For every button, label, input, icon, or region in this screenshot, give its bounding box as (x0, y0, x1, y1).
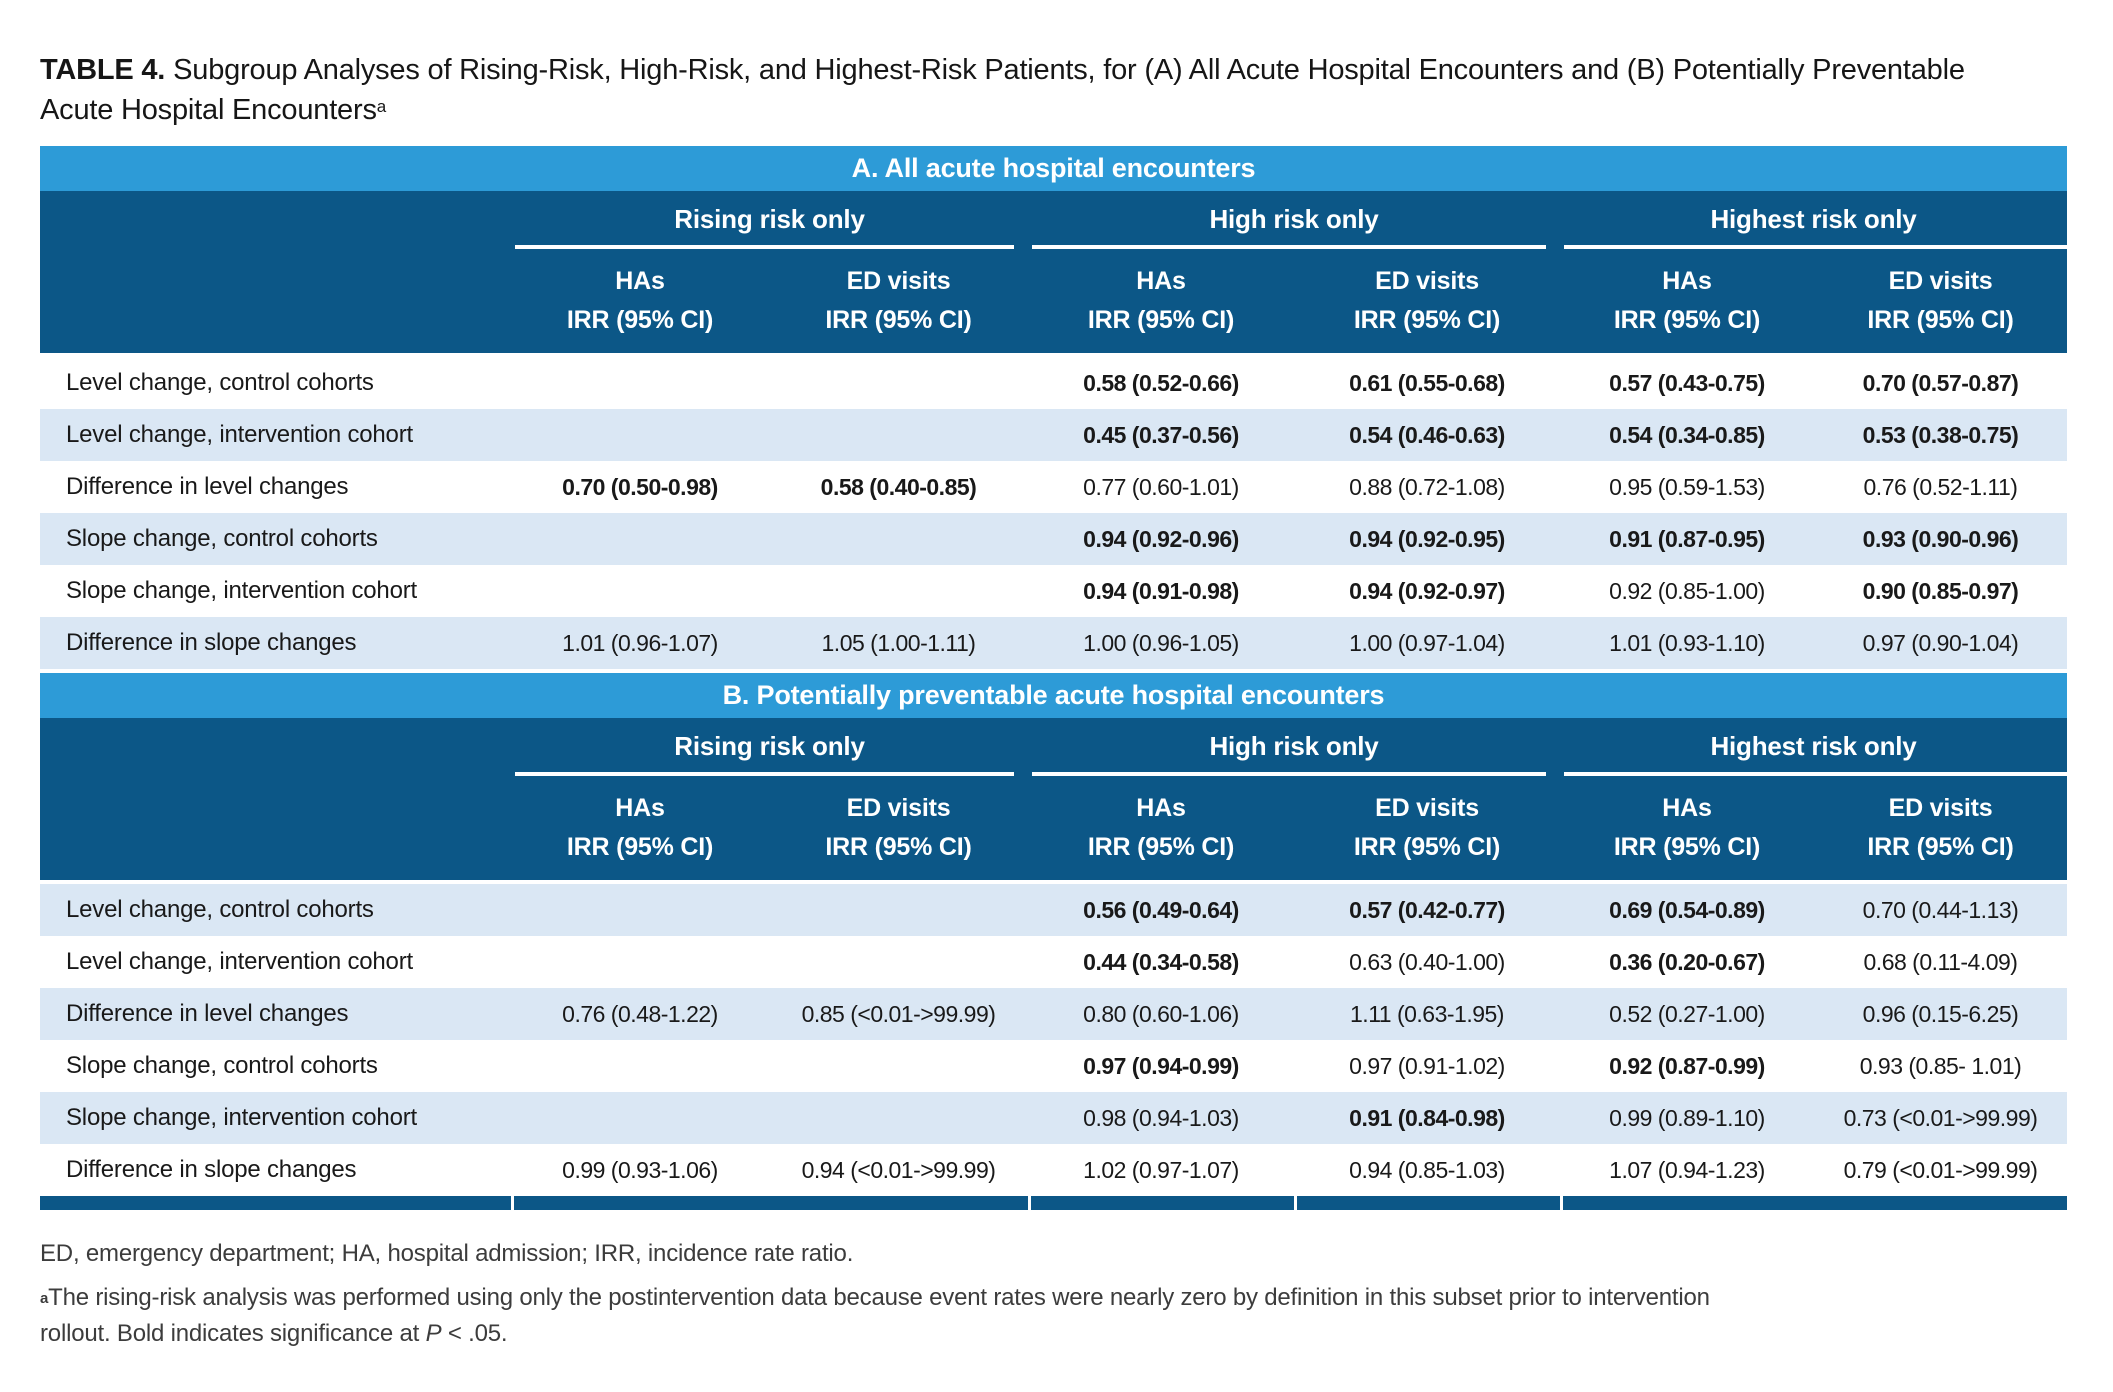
column-header-irr-ci-label: IRR (95% CI) (825, 306, 972, 334)
panel-a-header-bar: A. All acute hospital encounters (40, 146, 2067, 191)
column-header-ed-visits (769, 776, 1028, 880)
column-header-has (511, 776, 769, 880)
row-label: Difference in slope changes (66, 1156, 357, 1183)
row-label: Difference in slope changes (66, 629, 357, 656)
bottom-rule-segment (1563, 1196, 2067, 1210)
data-cell: 0.45 (0.37-0.56) (1083, 421, 1239, 448)
data-cell: 0.94 (0.92-0.96) (1083, 525, 1239, 552)
data-cell: 0.53 (0.38-0.75) (1862, 421, 2019, 448)
data-cell: 0.93 (0.85- 1.01) (1859, 1052, 2022, 1079)
sub-header-spacer (40, 249, 511, 353)
row-label: Level change, intervention cohort (66, 421, 413, 448)
data-cell: 0.80 (0.60-1.06) (1083, 1000, 1239, 1027)
data-cell: 0.52 (0.27-1.00) (1609, 1000, 1765, 1027)
data-cell: 0.70 (0.44-1.13) (1862, 896, 2019, 923)
footnote-a-line1 (40, 1280, 2067, 1316)
data-cell: 1.00 (0.97-1.04) (1349, 629, 1505, 656)
data-cell: 0.57 (0.43-0.75) (1609, 369, 1765, 396)
table-title-text-2: Acute Hospital Encounters (40, 94, 377, 126)
row-label: Level change, control cohorts (66, 369, 374, 396)
column-header-ed-visits (1294, 249, 1560, 353)
table-row (40, 617, 2067, 669)
table-title-line1 (40, 50, 2067, 90)
column-headers-b (40, 718, 2067, 880)
column-headers-a (40, 191, 2067, 353)
data-cell: 0.91 (0.87-0.95) (1609, 525, 1765, 552)
column-header-measure-label: ED visits (1888, 794, 1993, 822)
data-cell: 0.94 (0.92-0.97) (1349, 577, 1505, 604)
column-header-measure-label: HAs (1136, 794, 1186, 822)
data-cell: 0.97 (0.90-1.04) (1862, 629, 2019, 656)
column-group-row (40, 191, 2067, 249)
row-label: Slope change, intervention cohort (66, 577, 417, 604)
column-header-ed-visits (769, 249, 1028, 353)
footnote-a-text-2: rollout. Bold indicates significance at (40, 1320, 426, 1347)
table-row (40, 988, 2067, 1040)
footnote-a (40, 1280, 2067, 1352)
data-cell: 0.93 (0.90-0.96) (1862, 525, 2019, 552)
column-header-measure-label: HAs (615, 794, 665, 822)
column-header-irr-ci-label: IRR (95% CI) (566, 306, 714, 334)
data-cell: 0.44 (0.34-0.58) (1083, 948, 1239, 975)
row-label: Slope change, control cohorts (66, 1052, 378, 1079)
column-header-ed-visits (1294, 776, 1560, 880)
row-label: Level change, intervention cohort (66, 948, 413, 975)
data-cell: 0.90 (0.85-0.97) (1862, 577, 2019, 604)
table-row (40, 565, 2067, 617)
data-cell: 0.97 (0.91-1.02) (1349, 1052, 1505, 1079)
column-header-irr-ci-label: IRR (95% CI) (1613, 306, 1761, 334)
data-cell: 0.99 (0.89-1.10) (1609, 1104, 1765, 1131)
bottom-rule-segment (1297, 1196, 1560, 1210)
data-cell: 0.61 (0.55-0.68) (1349, 369, 1505, 396)
table-number-label: TABLE 4. (40, 54, 166, 86)
column-header-irr-ci-label: IRR (95% CI) (1867, 306, 2014, 334)
column-group-high-risk-only: High risk only (1028, 718, 1560, 776)
footnote-a-line2 (40, 1316, 2067, 1352)
column-header-has (1028, 776, 1294, 880)
data-cell: 1.01 (0.93-1.10) (1609, 629, 1765, 656)
panel-b-header-bar: B. Potentially preventable acute hospital encounters (40, 673, 2067, 718)
bottom-rule-segment (40, 1196, 511, 1210)
data-cell: 0.58 (0.40-0.85) (820, 473, 977, 500)
data-cell: 1.05 (1.00-1.11) (821, 629, 976, 656)
column-group-row (40, 718, 2067, 776)
column-header-irr-ci-label: IRR (95% CI) (1353, 833, 1501, 861)
data-cell: 1.01 (0.96-1.07) (562, 629, 718, 656)
row-label-column-spacer (40, 718, 511, 776)
data-cell: 0.94 (<0.01->99.99) (801, 1156, 996, 1183)
footnote-a-text-3: < .05. (441, 1320, 508, 1347)
column-header-has (1028, 249, 1294, 353)
data-cell: 0.76 (0.52-1.11) (1863, 473, 2018, 500)
column-header-measure-label: HAs (1662, 267, 1712, 295)
subgroup-analyses-table (40, 146, 2067, 1210)
data-cell: 0.92 (0.85-1.00) (1609, 577, 1765, 604)
row-label: Difference in level changes (66, 473, 349, 500)
data-cell: 0.85 (<0.01->99.99) (801, 1000, 996, 1027)
column-header-irr-ci-label: IRR (95% CI) (1353, 306, 1501, 334)
column-header-measure-label: ED visits (1375, 794, 1479, 822)
table-row (40, 461, 2067, 513)
data-cell: 0.57 (0.42-0.77) (1349, 896, 1505, 923)
data-cell: 1.07 (0.94-1.23) (1609, 1156, 1765, 1183)
data-cell: 0.56 (0.49-0.64) (1083, 896, 1239, 923)
column-header-measure-label: ED visits (1888, 267, 1993, 295)
table-title-text: Subgroup Analyses of Rising-Risk, High-Risk, and Highest-Risk Patients, for (A) All Acute Hospital Encounters and (B) Potentially Preventable (173, 54, 1965, 86)
table-row (40, 1040, 2067, 1092)
bottom-rule-segment (514, 1196, 1028, 1210)
data-cell: 0.95 (0.59-1.53) (1609, 473, 1765, 500)
data-cell: 0.70 (0.50-0.98) (562, 473, 718, 500)
row-label: Difference in level changes (66, 1000, 349, 1027)
column-subheader-row (40, 776, 2067, 880)
data-cell: 1.02 (0.97-1.07) (1083, 1156, 1239, 1183)
panel-a (40, 146, 2067, 669)
table-row (40, 936, 2067, 988)
column-header-has (1560, 249, 1814, 353)
data-cell: 0.96 (0.15-6.25) (1862, 1000, 2019, 1027)
column-header-irr-ci-label: IRR (95% CI) (1613, 833, 1761, 861)
data-cell: 0.36 (0.20-0.67) (1609, 948, 1765, 975)
column-header-irr-ci-label: IRR (95% CI) (566, 833, 714, 861)
footnote-a-text: The rising-risk analysis was performed using only the postintervention data because event rates were nearly zero by definition in this subset prior to intervention (48, 1284, 1710, 1311)
column-group-highest-risk-only: Highest risk only (1560, 718, 2067, 776)
column-header-measure-label: HAs (615, 267, 665, 295)
row-label: Level change, control cohorts (66, 896, 374, 923)
data-cell: 0.77 (0.60-1.01) (1083, 473, 1239, 500)
data-cell: 0.63 (0.40-1.00) (1349, 948, 1505, 975)
bottom-rule-segment (1031, 1196, 1294, 1210)
column-header-irr-ci-label: IRR (95% CI) (1867, 833, 2014, 861)
footnote-a-pvalue-symbol: P (425, 1320, 442, 1347)
column-header-irr-ci-label: IRR (95% CI) (825, 833, 972, 861)
data-cell: 0.94 (0.91-0.98) (1083, 577, 1239, 604)
column-group-rising-risk-only: Rising risk only (511, 718, 1028, 776)
column-group-highest-risk-only: Highest risk only (1560, 191, 2067, 249)
data-cell: 0.70 (0.57-0.87) (1862, 369, 2019, 396)
data-cell: 0.92 (0.87-0.99) (1609, 1052, 1765, 1079)
data-cell: 1.11 (0.63-1.95) (1350, 1000, 1504, 1027)
sub-header-spacer (40, 776, 511, 880)
data-cell: 0.94 (0.92-0.95) (1349, 525, 1505, 552)
table-row (40, 513, 2067, 565)
data-cell: 0.54 (0.46-0.63) (1349, 421, 1505, 448)
data-cell: 0.73 (<0.01->99.99) (1843, 1104, 2038, 1131)
column-header-ed-visits (1814, 249, 2067, 353)
data-cell: 0.79 (<0.01->99.99) (1843, 1156, 2038, 1183)
data-cell: 0.88 (0.72-1.08) (1349, 473, 1505, 500)
column-header-irr-ci-label: IRR (95% CI) (1087, 306, 1235, 334)
data-cell: 0.58 (0.52-0.66) (1083, 369, 1239, 396)
data-cell: 0.98 (0.94-1.03) (1083, 1104, 1239, 1131)
title-footnote-marker: a (376, 97, 387, 116)
data-cell: 0.76 (0.48-1.22) (562, 1000, 718, 1027)
row-label-column-spacer (40, 191, 511, 249)
table-row (40, 409, 2067, 461)
table-row (40, 357, 2067, 409)
column-group-rising-risk-only: Rising risk only (511, 191, 1028, 249)
table-title-line2 (40, 90, 2067, 130)
data-cell: 0.69 (0.54-0.89) (1609, 896, 1765, 923)
table-title (40, 0, 2067, 130)
footnote-a-marker: a (40, 1290, 49, 1307)
table-bottom-rule (40, 1196, 2067, 1210)
data-cell: 0.54 (0.34-0.85) (1609, 421, 1765, 448)
column-header-measure-label: ED visits (846, 267, 951, 295)
column-header-irr-ci-label: IRR (95% CI) (1087, 833, 1235, 861)
column-header-measure-label: HAs (1662, 794, 1712, 822)
data-cell: 0.97 (0.94-0.99) (1083, 1052, 1239, 1079)
data-cell: 0.91 (0.84-0.98) (1349, 1104, 1505, 1131)
row-label: Slope change, control cohorts (66, 525, 378, 552)
table-content (40, 0, 2067, 1352)
column-subheader-row (40, 249, 2067, 353)
column-header-measure-label: ED visits (1375, 267, 1479, 295)
column-header-measure-label: HAs (1136, 267, 1186, 295)
data-cell: 0.99 (0.93-1.06) (562, 1156, 718, 1183)
table-row (40, 1092, 2067, 1144)
table-row (40, 1144, 2067, 1196)
data-cell: 0.94 (0.85-1.03) (1349, 1156, 1505, 1183)
row-label: Slope change, intervention cohort (66, 1104, 417, 1131)
footnote-abbreviations: ED, emergency department; HA, hospital admission; IRR, incidence rate ratio. (40, 1240, 854, 1267)
table-row (40, 884, 2067, 936)
data-cell: 0.68 (0.11-4.09) (1863, 948, 2018, 975)
column-header-has (511, 249, 769, 353)
column-header-has (1560, 776, 1814, 880)
column-group-high-risk-only: High risk only (1028, 191, 1560, 249)
column-header-ed-visits (1814, 776, 2067, 880)
table-footnotes (40, 1238, 2067, 1352)
data-cell: 1.00 (0.96-1.05) (1083, 629, 1239, 656)
panel-b (40, 673, 2067, 1196)
column-header-measure-label: ED visits (846, 794, 951, 822)
